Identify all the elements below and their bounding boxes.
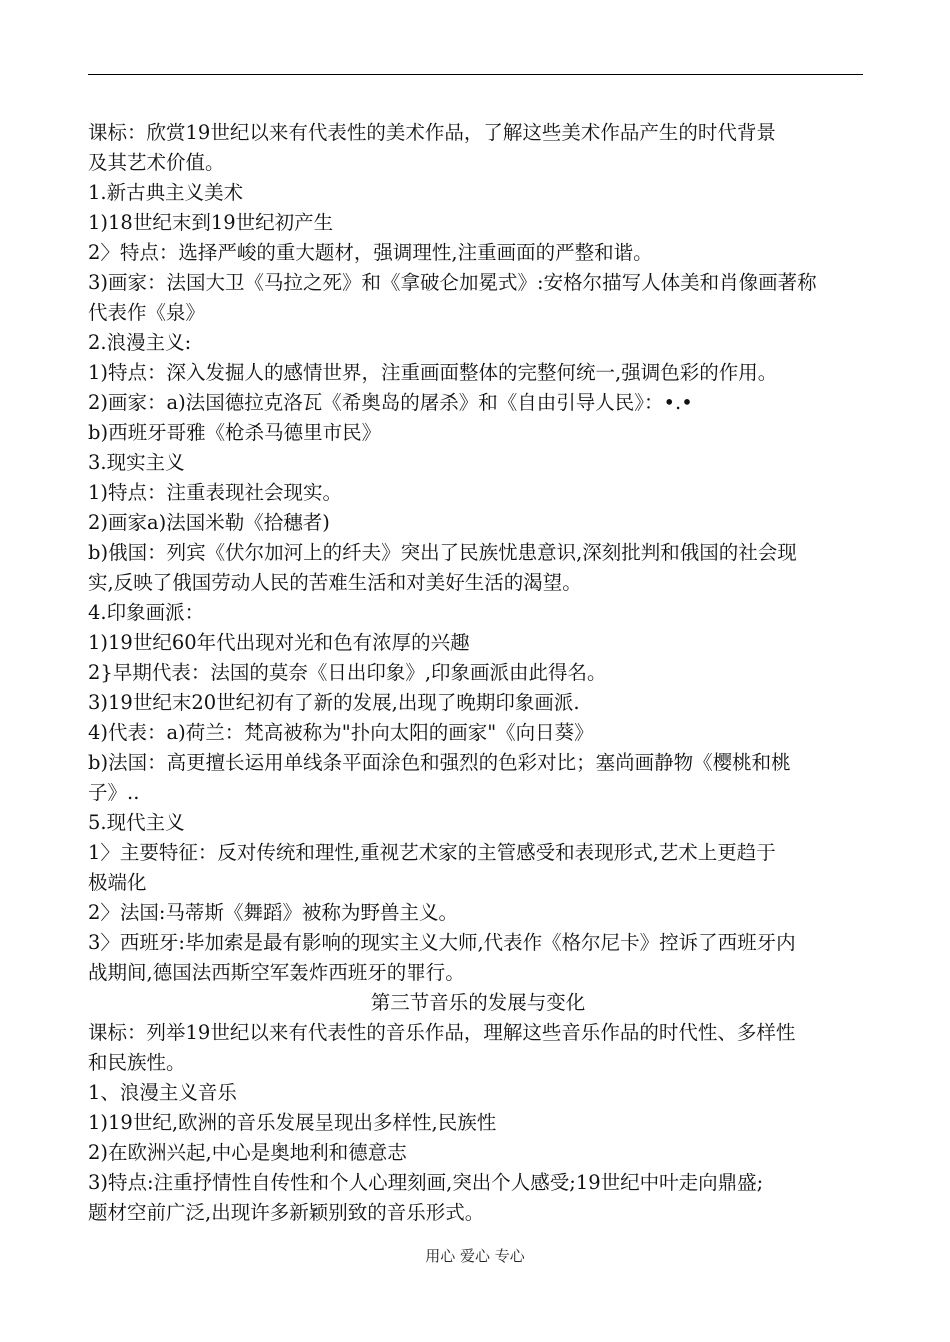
chapter-title: 第三节音乐的发展与变化 (370, 991, 586, 1014)
document-body (88, 118, 868, 1228)
text-line: 题材空前广泛,出现许多新颖别致的音乐形式。 (88, 1201, 485, 1224)
text-line: 实,反映了俄国劳动人民的苦难生活和对美好生活的渴望。 (88, 571, 582, 594)
text-line: 2〉法国:马蒂斯《舞蹈》被称为野兽主义。 (88, 901, 458, 924)
text-line: 4)代表：a)荷兰：梵高被称为"扑向太阳的画家"《向日葵》 (88, 721, 594, 744)
text-line: b)俄国：列宾《伏尔加河上的纤夫》突出了民族忧患意识,深刻批判和俄国的社会现 (88, 541, 797, 564)
header-rule (88, 74, 863, 75)
text-line: 及其艺术价值。 (88, 151, 225, 174)
section-heading: 2.浪漫主义: (88, 331, 192, 354)
section-heading: 1、浪漫主义音乐 (88, 1081, 237, 1104)
text-line: 3)画家：法国大卫《马拉之死》和《拿破仑加冕式》:安格尔描写人体美和肖像画著称 (88, 271, 817, 294)
text-line: 1)18世纪末到19世纪初产生 (88, 211, 334, 234)
text-line: 战期间,德国法西斯空军轰炸西班牙的罪行。 (88, 961, 465, 984)
text-line: 2〉特点：选择严峻的重大题材，强调理性,注重画面的严整和谐。 (88, 241, 653, 264)
page-footer: 用心 爱心 专心 (425, 1247, 525, 1265)
text-line: 1)特点：深入发掘人的感情世界，注重画面整体的完整何统一,强调色彩的作用。 (88, 361, 778, 384)
section-heading: 3.现实主义 (88, 451, 185, 474)
section-heading: 4.印象画派： (88, 601, 205, 624)
text-line: 子》.. (88, 781, 140, 804)
text-line: 1〉主要特征：反对传统和理性,重视艺术家的主管感受和表现形式,艺术上更趋于 (88, 841, 776, 864)
section-heading: 5.现代主义 (88, 811, 185, 834)
text-line: 极端化 (88, 871, 147, 894)
text-line: 3)19世纪末20世纪初有了新的发展,出现了晚期印象画派. (88, 691, 580, 714)
text-line: 代表作《泉》 (88, 301, 206, 324)
text-line: 2)画家a)法国米勒《拾穗者) (88, 511, 330, 534)
text-line: 和民族性。 (88, 1051, 186, 1074)
text-line: 3〉西班牙:毕加索是最有影响的现实主义大师,代表作《格尔尼卡》控诉了西班牙内 (88, 931, 796, 954)
section-heading: 1.新古典主义美术 (88, 181, 244, 204)
text-line: b)西班牙哥雅《枪杀马德里市民》 (88, 421, 382, 444)
text-line: b)法国：高更擅长运用单线条平面涂色和强烈的色彩对比；塞尚画静物《樱桃和桃 (88, 751, 791, 774)
text-line: 1)19世纪60年代出现对光和色有浓厚的兴趣 (88, 631, 470, 654)
text-line: 1)特点：注重表现社会现实。 (88, 481, 343, 504)
text-line: 1)19世纪,欧洲的音乐发展呈现出多样性,民族性 (88, 1111, 497, 1134)
text-line: 2)画家：a)法国德拉克洛瓦《希奥岛的屠杀》和《自由引导人民》：•.• (88, 391, 693, 414)
text-line: 3)特点:注重抒情性自传性和个人心理刻画,突出个人感受;19世纪中叶走向鼎盛; (88, 1171, 764, 1194)
text-line: 课标：列举19世纪以来有代表性的音乐作品，理解这些音乐作品的时代性、多样性 (88, 1021, 796, 1044)
text-line: 课标：欣赏19世纪以来有代表性的美术作品，了解这些美术作品产生的时代背景 (88, 121, 776, 144)
text-line: 2}早期代表：法国的莫奈《日出印象》,印象画派由此得名。 (88, 661, 607, 684)
text-line: 2)在欧洲兴起,中心是奥地利和德意志 (88, 1141, 407, 1164)
